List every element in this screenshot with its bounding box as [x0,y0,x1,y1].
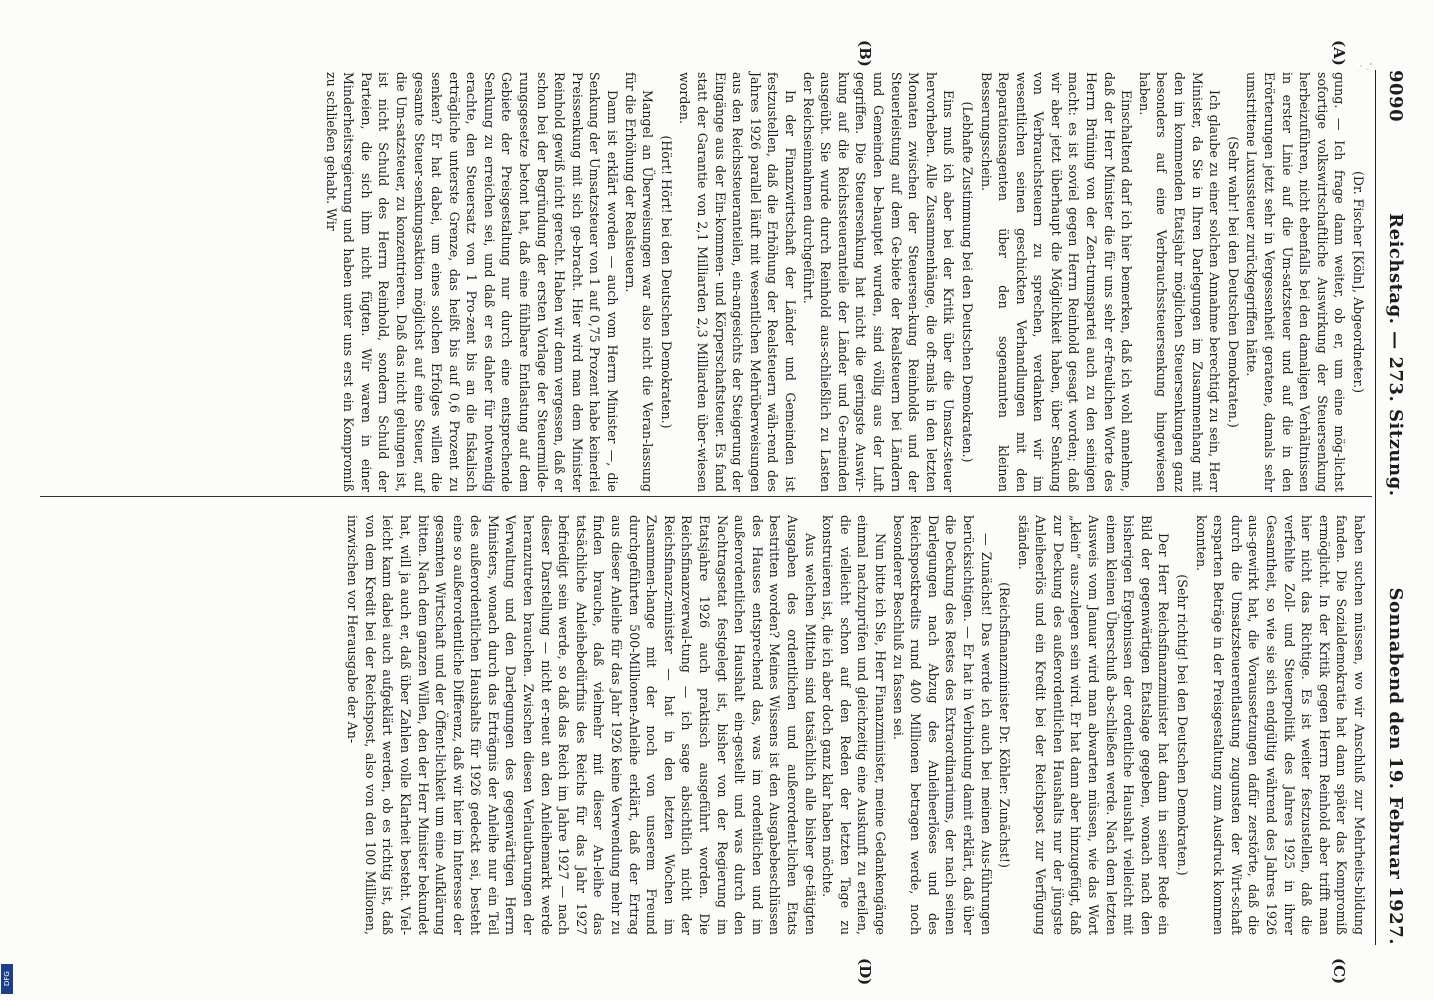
session-title: Reichstag. — 273. Sitzung. [1385,213,1406,497]
interjection: (Sehr wahr! bei den Deutschen Demokraten.) [1225,136,1241,428]
paragraph: Dann ist erklärt worden — auch vom Herrn Minister —, die Senkung der Umsatzsteuer von 1 auf 0,75 Prozent habe keinerlei Preissenkung mit sich ge-bracht. Hier wird man dem Minister Reinhold gewiß nicht gerecht. Haben wir denn vergessen, daß er schon bei der Begründung der ersten Vorlage der Steuermilde-rungsgesetze betont hat, daß eine fühlbare Entlastung auf dem Gebiete der Preisgestaltung nur durch eine entsprechende Senkung zu erreichen sei, und daß er es daher für notwendig erachte, den Steuersatz von 1 Pro-zent bis an die fiskalisch erträgliche unterste Grenze, das heißt bis auf 0,6 Prozent zu senken? Er hat dabei, um eines solchen Erfolges willen die gesamte Steuer-senkungsaktion möglichst auf eine Steuer, auf die Um-satzsteuer, zu konzentrieren. Daß das nicht gelungen ist, ist nicht Schuld des Herrn Reinhold, sondern Schuld der Parteien, die sich ihm nicht fügten. Wir waren in einer Minderheitsregierung und haben unter uns erst ein Kompromiß zu schließen gehabt. Wir [323,72,621,492]
dfg-logo-text: DFG [3,971,11,987]
interjection: (Reichsfinanzminister Dr. Köhler: Zunächst!) [997,582,1013,868]
interjection: (Lebhafte Zustimmung bei den Deutschen Demokraten.) [959,101,975,463]
paragraph: haben suchen müssen, wo wir Anschluß zur Mehrheits-bildung fanden. Die Sozialdemokratie hat dann später das Kompromiß ermöglicht. In der Kritik gegen Herrn Reinhold aber trifft man hier nicht das Richtige. Es ist weiter festzustellen, daß die verfehlte Zoll- und Steuerpolitik des Jahres 1925 in ihrer Gesamtheit, so wie sie sich endgültig während des Jahres 1926 aus-gewirkt hat, die Voraussetzungen dafür zerstörte, daß die durch die Umsatzsteuerentlastung zugunsten der Wirt-schaft ersparten Beträge in der Preisgestaltung zum Ausdruck kommen konnten. [1193,515,1367,935]
margin-mark-b: (B) [856,40,874,67]
interjection: (Dr. Fischer [Köln], Abgeordneter.) [1351,170,1366,394]
paragraph: In der Finanzwirtschaft der Länder und Gemeinden ist festzustellen, daß die Erhöhung der Realsteuern wäh-rend des Jahres 1926 parallel läuft mit wesentlichen Mehrüberweisungen aus den Reichssteueranteilen, ein-angesichts der Steigerung der Eingänge aus der Ein-kommen- und Körperschaftsteuer. Es fand statt der Garantie von 2,1 Milliarden 2,3 Milliarden über-wiesen worden. [677,72,798,492]
paragraph: Der Herr Reichsfinanzminister hat dann in seiner Rede ein Bild der gegenwärtigen Etatslage gegeben, wonach nach den bisherigen Ergebnissen der ordentliche Haushalt vielleicht mit einem kleinen Überschuß ab-schließen werde. Nach dem letzten Ausweis vom Januar wird man abwarten müssen, wie das Wort „klein“ aus-zulegen sein wird. Er hat dann aber hinzugefügt, daß zur Deckung des außerordentlichen Haushalts nur der jüngste Anleiheerlös und ein Kredit bei der Reichspost zur Verfügung ständen. [1015,515,1172,935]
right-column [344,515,1368,935]
paragraph: Nun bitte ich Sie, Herr Finanzminister, meine Gedankengänge einmal nachzuprüfen und gleichzeitig eine Auskunft zu erteilen, die vielleicht schon auf den Reden der letzten Tage zu konstruieren ist, die ich aber doch ganz klar haben möchte. [820,515,888,935]
margin-mark-c: (C) [1330,958,1348,985]
page-number: 9090 [1385,70,1406,123]
paragraph: gung. — Ich frage dann weiter, ob er, um eine mög-lichst sofortige volkswirtschaftliche Auswirkung der Steuersenkung herbeizuführen, nicht ebenfalls bei den damaligen Verhältnissen in erster Linie auf die Um-satzsteuer und auf die in den Erörterungen jetzt sehr in Vergessenheit geratene, damals sehr umstrittene Luxussteuer zurückgegriffen hätte. [1244,72,1348,492]
margin-mark-a: (A) [1330,40,1348,66]
paragraph: Eins muß ich aber bei der Kritik über die Umsatz-steuer hervorheben. Alle Zusammenhänge, die oft-mals in den letzten Monaten zwischen der Steuersen-kung Reinholds und der Steuerleistung auf dem Ge-biete der Realsteuern bei Ländern und Gemeinden be-hauptet wurden, sind völlig aus der Luft gegriffen. Die Steuersenkung hat nicht die geringste Auswir-kung auf die Reichssteueranteile der Länder und Ge-meinden ausgeübt. Sie wurde durch Reinhold aus-schließlich zu Lasten der Reichseinnahmen durchgeführt. [800,72,957,492]
paragraph: Einschaltend darf ich hier bemerken, daß ich wohl annehme, daß der Herr Minister die für uns sehr er-freulichen Worte des Herrn Brüning von der Zen-trumspartei auch zu den seinigen macht: es ist soviel gegen Herrn Reinhold gesagt worden; daß wir aber jetzt überhaupt die Möglichkeit haben, über Senkung von Verbrauchsteuern zu sprechen, verdanken wir im wesentlichen seinen geschickten Verhandlungen mit den Reparationsagenten über den sogenannten kleinen Besserungsschein. [978,72,1135,492]
column-divider [40,496,1372,497]
paragraph: Ich glaube zu einer solchen Annahme berechtigt zu sein, Herr Minister, da Sie in Ihren Darlegungen im Zusammenhang mit den im kommenden Etatsjahr möglichen Steuersenkungen ganz besonders auf eine Verbrauchssteuersenkung hingewiesen haben. [1136,72,1223,492]
session-date: Sonnabend den 19. Februar 1927. [1385,587,1406,945]
paragraph: Aus welchen Mitteln sind tatsächlich alle bisher ge-tätigten Ausgaben des ordentlichen und außerordent-lichen Etats bestritten worden? Meines Wissens ist den Ausgabebeschlüssen des Hauses entsprechend das, was im ordentlichen und im außerordentlichen Haushalt ein-gestellt und was durch den Nachtragsetat festgelegt ist, bisher von der Regierung im Etatsjahre 1926 auch praktisch ausgeführt worden. Die Reichsfinanzverwal-tung — ich sage absichtlich nicht der Reichsfinanz-minister — hat in den letzten Wochen im Zusammen-hange mit der noch von unserem Freund durchgeführten 500-Millionen-Anleihe erklärt, daß der Ertrag aus dieser Anleihe für das Jahr 1926 keine Verwendung mehr zu finden brauche, daß vielmehr mit dieser An-leihe das tatsächliche Anleihebedürfnis des Reichs für das Jahr 1927 befriedigt sein werde, so daß das Reich im Jahre 1927 — nach dieser Darstellung — nicht er-neut an den Anleihemarkt werde heranzutreten brauchen. Zwischen diesen Verlautbarungen der Verwaltung und den Darlegungen des gegenwärtigen Herrn Ministers, wonach durch das Erträgnis der Anleihe nur ein Teil des außerordentlichen Haushalts für 1926 gedeckt sei, besteht eine so außerordentliche Differenz, daß wir hier im Interesse der gesamten Wirtschaft und der Öffent-lichkeit um eine Aufklärung bitten. Nach dem ganzen Willen, den der Herr Minister bekundet hat, will ja auch er, daß über Zahlen volle Klarheit besteht. Viel-leicht kann dabei auch aufgeklärt werden, ob es richtig ist, daß von dem Kredit bei der Reichspost, also von den 100 Millionen, inzwischen vor Herausgabe der An- [345,515,818,935]
header-rule [1375,70,1376,945]
interjection: (Sehr richtig! bei den Deutschen Demokraten.) [1175,574,1191,876]
left-column [322,72,1368,492]
margin-mark-d: (D) [856,958,874,986]
paragraph: — Zunächst! Das werde ich auch bei meinen Aus-führungen berücksichtigen. — Er hat in Verbindung damit erklärt, daß über die Deckung des Restes des Extraordinariums, der nach seinen Darlegungen nach Abzug des Anleiheerlöses und des Reichspostkredits rund 400 Millionen betragen werde, noch besonderer Beschluß zu fassen sei. [890,515,994,935]
page-header [1380,70,1406,945]
interjection: (Hört! Hört! bei den Deutschen Demokraten.) [658,135,674,429]
paragraph: Mangel an Überweisungen war also nicht die Veran-lassung für die Erhöhung der Realsteuern. [622,72,656,492]
